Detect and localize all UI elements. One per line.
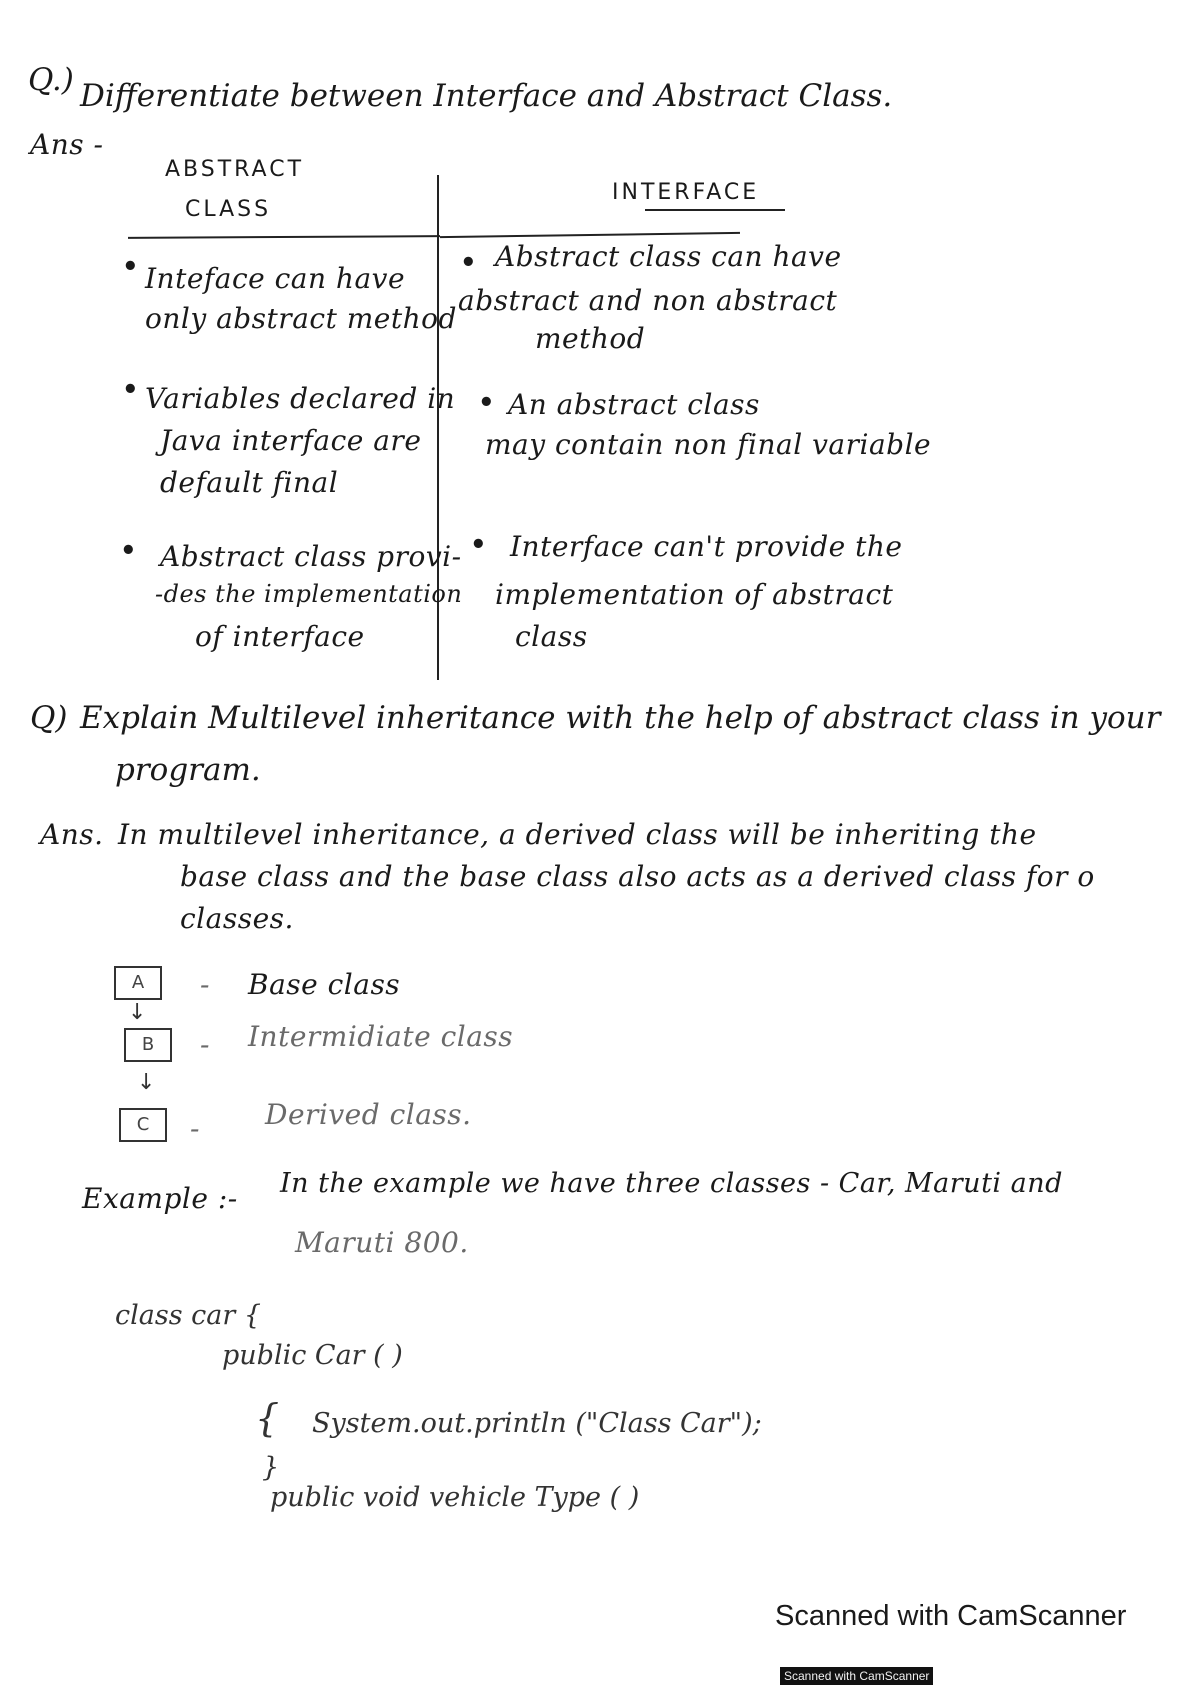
dash-separator: - bbox=[200, 1028, 210, 1061]
q2-answer-line2: base class and the base class also acts as a derived class for o bbox=[180, 860, 1095, 893]
dash-separator: - bbox=[190, 1112, 200, 1145]
bullet-icon: • bbox=[122, 252, 139, 282]
q2-question-line1: Explain Multilevel inheritance with the help of abstract class in your bbox=[80, 700, 1161, 736]
class-box-a: A bbox=[114, 966, 162, 1000]
q2-answer-label: Ans. bbox=[40, 818, 104, 851]
row2-left-line3: default final bbox=[160, 466, 339, 499]
row2-right-line1: An abstract class bbox=[508, 388, 760, 421]
row3-left-line3: of interface bbox=[195, 620, 365, 653]
example-label: Example :- bbox=[82, 1182, 238, 1215]
table-header-divider-left bbox=[128, 235, 440, 239]
row3-right-line2: implementation of abstract bbox=[495, 578, 894, 611]
code-line-3: { bbox=[255, 1396, 280, 1440]
table-header-divider-right bbox=[440, 232, 740, 238]
header-interface: INTERFACE bbox=[612, 180, 760, 205]
code-line-2: public Car ( ) bbox=[222, 1340, 403, 1371]
camscanner-watermark: Scanned with CamScanner bbox=[775, 1600, 1127, 1632]
row1-right-line3: method bbox=[535, 322, 646, 355]
row1-right-line2: abstract and non abstract bbox=[458, 284, 838, 317]
bullet-icon: • bbox=[122, 375, 139, 405]
q1-number: Q.) bbox=[28, 62, 74, 98]
bullet-icon: • bbox=[120, 536, 137, 566]
bullet-icon: • bbox=[478, 388, 495, 418]
class-c-label: Derived class. bbox=[265, 1098, 472, 1131]
q2-question-line2: program. bbox=[115, 752, 261, 788]
row3-left-line2: -des the implementation bbox=[155, 580, 463, 608]
code-line-5: } bbox=[262, 1452, 280, 1483]
header-abstract-line2: CLASS bbox=[185, 197, 272, 222]
class-box-c: C bbox=[119, 1108, 167, 1142]
row3-right-line3: class bbox=[515, 620, 588, 653]
row3-right-line1: Interface can't provide the bbox=[510, 530, 903, 563]
header-abstract-line1: ABSTRACT bbox=[165, 157, 305, 182]
row1-left-line2: only abstract method bbox=[145, 302, 457, 335]
q2-answer-line3: classes. bbox=[180, 902, 294, 935]
row1-right-line1: Abstract class can have bbox=[495, 240, 842, 273]
class-b-label: Intermidiate class bbox=[248, 1020, 514, 1053]
dash-separator: - bbox=[200, 968, 210, 1001]
example-line2: Maruti 800. bbox=[295, 1226, 469, 1259]
class-box-b: B bbox=[124, 1028, 172, 1062]
code-line-1: class car { bbox=[115, 1300, 262, 1331]
row2-right-line2: may contain non final variable bbox=[485, 428, 932, 461]
row1-left-line1: Inteface can have bbox=[145, 262, 406, 295]
camscanner-badge: Scanned with CamScanner bbox=[780, 1667, 933, 1685]
example-line1: In the example we have three classes - Car, Maruti and bbox=[280, 1168, 1063, 1199]
bullet-icon: • bbox=[470, 530, 487, 560]
q1-answer-label: Ans - bbox=[30, 128, 104, 161]
q2-answer-line1: In multilevel inheritance, a derived class will be inheriting the bbox=[118, 818, 1037, 851]
class-a-label: Base class bbox=[248, 968, 401, 1001]
row2-left-line2: Java interface are bbox=[160, 424, 422, 457]
arrow-down-icon: ↓ bbox=[137, 1070, 156, 1095]
bullet-icon: • bbox=[460, 248, 477, 278]
arrow-down-icon: ↓ bbox=[128, 1000, 147, 1025]
q2-number: Q) bbox=[30, 700, 68, 736]
row2-left-line1: Variables declared in bbox=[145, 382, 456, 415]
code-line-4: System.out.println ("Class Car"); bbox=[312, 1408, 762, 1439]
code-line-6: public void vehicle Type ( ) bbox=[270, 1482, 640, 1513]
row3-left-line1: Abstract class provi- bbox=[160, 540, 462, 573]
q1-question: Differentiate between Interface and Abstract Class. bbox=[80, 78, 893, 114]
interface-underline bbox=[645, 209, 785, 211]
